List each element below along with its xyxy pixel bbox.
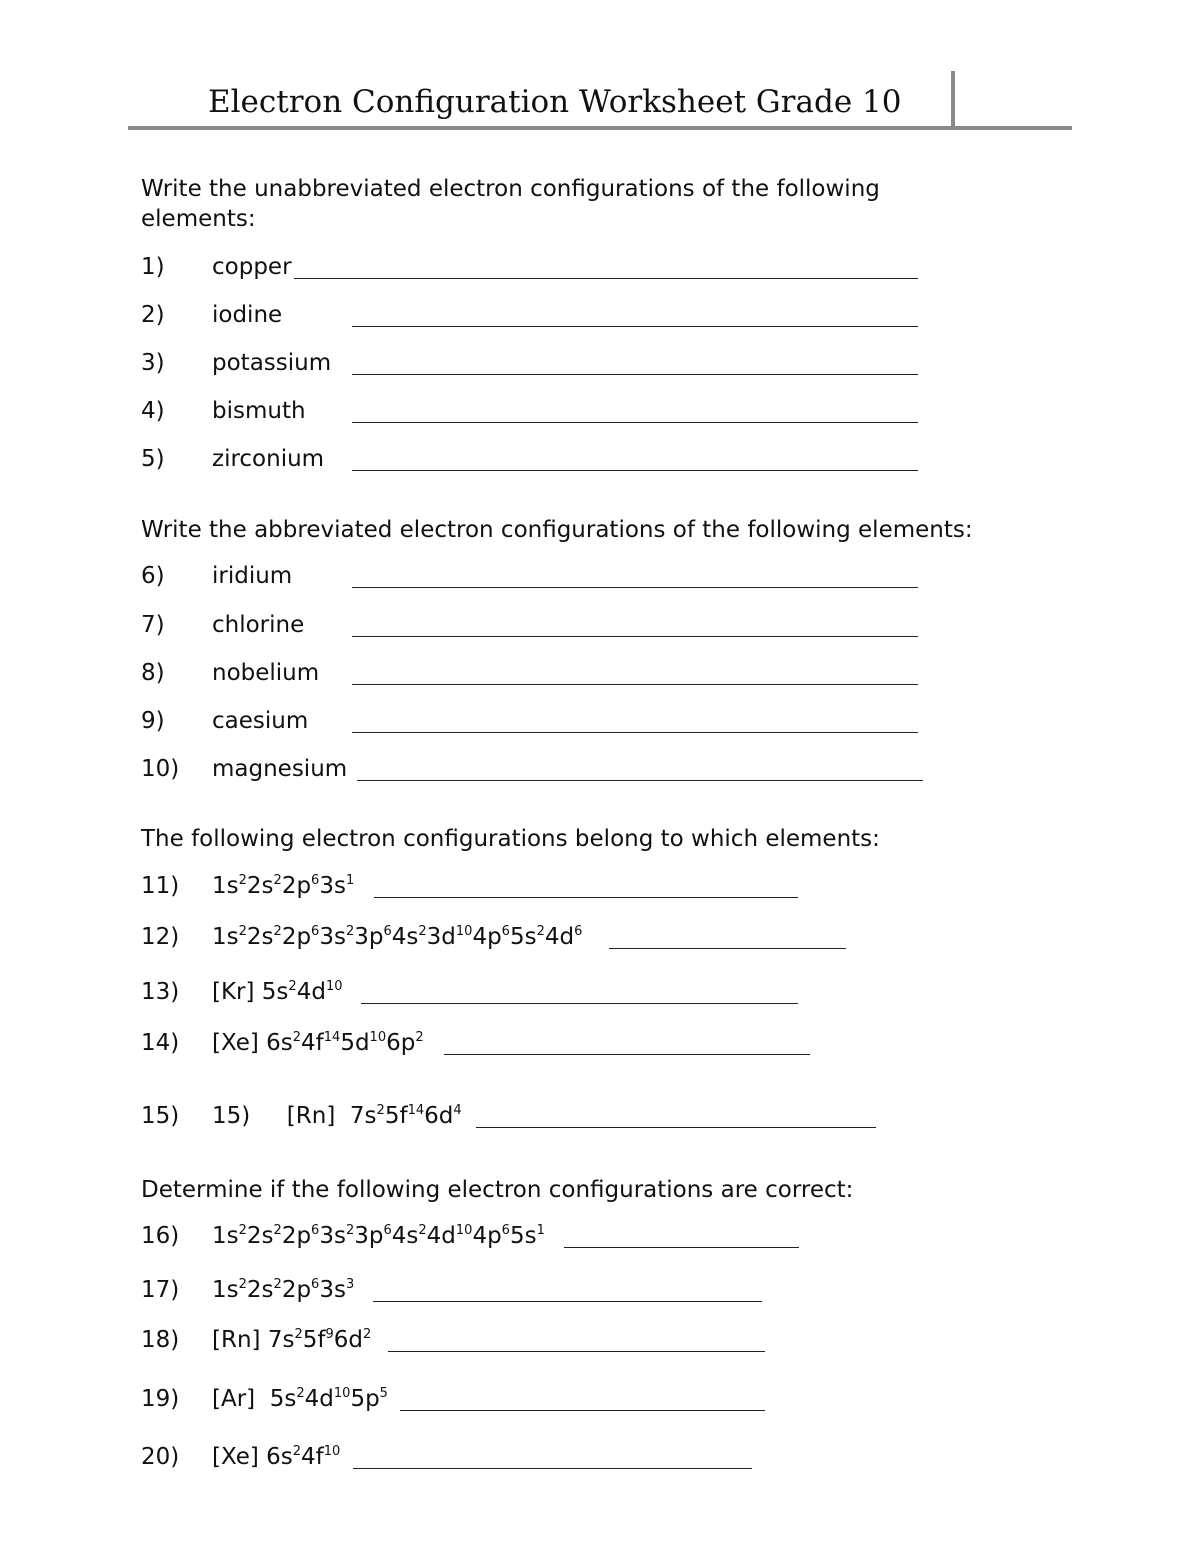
answer-line[interactable] <box>609 948 846 949</box>
orbital-electron-count: 2 <box>292 1444 302 1459</box>
orbital-term: 4d <box>426 1223 456 1249</box>
answer-line[interactable] <box>352 326 918 327</box>
orbital-term: 5p <box>350 1386 380 1412</box>
orbital-term: 5f <box>302 1327 326 1353</box>
electron-config <box>212 922 582 952</box>
answer-line[interactable] <box>353 1468 752 1469</box>
orbital-term: 3s <box>319 1277 346 1303</box>
question-number: 2) <box>141 302 165 328</box>
orbital-electron-count: 2 <box>294 1327 303 1342</box>
orbital-electron-count: 10 <box>333 1386 351 1401</box>
electron-config <box>212 871 354 901</box>
orbital-term: 2s <box>246 873 274 899</box>
answer-line[interactable] <box>352 422 918 423</box>
orbital-term: 15) [Rn] 7s <box>212 1103 377 1129</box>
orbital-electron-count: 10 <box>325 979 343 994</box>
orbital-electron-count: 2 <box>418 1223 427 1238</box>
orbital-term: 5d <box>340 1030 370 1056</box>
orbital-electron-count: 2 <box>273 1223 282 1238</box>
answer-line[interactable] <box>400 1410 765 1411</box>
question-number: 6) <box>141 563 165 589</box>
orbital-electron-count: 6 <box>574 924 583 939</box>
orbital-term: 5f <box>384 1103 408 1129</box>
answer-line[interactable] <box>294 278 918 279</box>
orbital-term: 2p <box>281 873 312 899</box>
orbital-term: 4f <box>301 1444 324 1470</box>
question-number: 18) <box>141 1327 180 1353</box>
orbital-electron-count: 2 <box>296 1386 305 1401</box>
orbital-electron-count: 6 <box>383 1223 392 1238</box>
header-vertical-rule <box>951 71 955 128</box>
orbital-term: 4d <box>544 924 575 950</box>
orbital-electron-count: 14 <box>407 1103 425 1118</box>
orbital-electron-count: 10 <box>455 1223 473 1238</box>
answer-line[interactable] <box>374 897 798 898</box>
element-label: nobelium <box>212 660 320 686</box>
orbital-term: 4d <box>296 979 326 1005</box>
element-label: zirconium <box>212 446 325 472</box>
element-label: magnesium <box>212 756 348 782</box>
orbital-electron-count: 10 <box>455 924 473 939</box>
orbital-electron-count: 6 <box>311 1277 320 1292</box>
electron-config <box>212 1384 388 1414</box>
answer-line[interactable] <box>352 732 918 733</box>
orbital-electron-count: 3 <box>345 1277 355 1292</box>
page-title: Electron Configuration Worksheet Grade 10 <box>208 84 902 120</box>
orbital-term: [Xe] 6s <box>212 1030 293 1056</box>
orbital-electron-count: 4 <box>453 1103 462 1118</box>
orbital-term: [Rn] 7s <box>212 1327 295 1353</box>
orbital-term: [Xe] 6s <box>212 1444 293 1470</box>
orbital-term: 6d <box>333 1327 363 1353</box>
answer-line[interactable] <box>476 1127 876 1128</box>
orbital-electron-count: 10 <box>323 1444 341 1459</box>
answer-line[interactable] <box>564 1247 799 1248</box>
orbital-term: 1s <box>212 873 239 899</box>
orbital-electron-count: 2 <box>345 1223 355 1238</box>
orbital-electron-count: 2 <box>288 979 297 994</box>
answer-line[interactable] <box>444 1054 810 1055</box>
question-number: 8) <box>141 660 165 686</box>
element-label: potassium <box>212 350 332 376</box>
question-number: 1) <box>141 254 165 280</box>
answer-line[interactable] <box>352 470 918 471</box>
orbital-electron-count: 10 <box>369 1030 387 1045</box>
section3-instruction: The following electron configurations belong to which elements: <box>141 826 880 852</box>
orbital-electron-count: 2 <box>238 1223 247 1238</box>
orbital-term: 4p <box>472 924 502 950</box>
answer-line[interactable] <box>352 684 918 685</box>
orbital-electron-count: 2 <box>273 1277 282 1292</box>
answer-line[interactable] <box>373 1301 762 1302</box>
header-rule <box>128 126 1072 130</box>
orbital-electron-count: 6 <box>383 924 392 939</box>
orbital-term: 2s <box>246 1223 274 1249</box>
orbital-electron-count: 6 <box>501 924 510 939</box>
orbital-electron-count: 6 <box>311 924 320 939</box>
question-number: 11) <box>141 873 180 899</box>
orbital-electron-count: 2 <box>238 873 247 888</box>
orbital-term: 4d <box>304 1386 334 1412</box>
orbital-electron-count: 2 <box>273 924 282 939</box>
orbital-term: 1s <box>212 1223 239 1249</box>
orbital-term: 1s <box>212 924 239 950</box>
orbital-term: 3s <box>319 924 346 950</box>
electron-config <box>212 1221 545 1251</box>
electron-config <box>212 1442 340 1472</box>
question-number: 10) <box>141 756 180 782</box>
question-number: 14) <box>141 1030 180 1056</box>
orbital-term: 4s <box>391 924 419 950</box>
electron-config <box>212 1325 371 1355</box>
electron-config <box>212 1275 354 1305</box>
question-number: 9) <box>141 708 165 734</box>
orbital-term: 2p <box>281 924 312 950</box>
orbital-term: 2p <box>281 1277 312 1303</box>
section1-instruction-cont: elements: <box>141 206 256 232</box>
orbital-electron-count: 1 <box>345 873 355 888</box>
orbital-electron-count: 6 <box>311 873 320 888</box>
question-number: 19) <box>141 1386 180 1412</box>
orbital-term: 3d <box>426 924 456 950</box>
element-label: caesium <box>212 708 309 734</box>
orbital-electron-count: 2 <box>362 1327 372 1342</box>
answer-line[interactable] <box>357 780 923 781</box>
orbital-electron-count: 2 <box>536 924 545 939</box>
orbital-electron-count: 5 <box>379 1386 388 1401</box>
orbital-electron-count: 2 <box>415 1030 424 1045</box>
answer-line[interactable] <box>361 1003 798 1004</box>
orbital-electron-count: 6 <box>501 1223 510 1238</box>
orbital-electron-count: 2 <box>238 924 247 939</box>
orbital-electron-count: 1 <box>536 1223 545 1238</box>
section2-instruction: Write the abbreviated electron configurations of the following elements: <box>141 517 973 543</box>
element-label: copper <box>212 254 292 280</box>
orbital-term: [Kr] 5s <box>212 979 289 1005</box>
question-number: 4) <box>141 398 165 424</box>
orbital-term: 5s <box>509 924 537 950</box>
electron-config <box>212 1101 462 1131</box>
question-number: 7) <box>141 612 165 638</box>
question-number: 17) <box>141 1277 180 1303</box>
question-number: 12) <box>141 924 180 950</box>
answer-line[interactable] <box>352 587 918 588</box>
orbital-term: 2p <box>281 1223 312 1249</box>
element-label: chlorine <box>212 612 305 638</box>
element-label: bismuth <box>212 398 306 424</box>
orbital-term: 5s <box>509 1223 537 1249</box>
orbital-term: [Ar] 5s <box>212 1386 297 1412</box>
orbital-electron-count: 2 <box>273 873 282 888</box>
question-number: 5) <box>141 446 165 472</box>
question-number: 3) <box>141 350 165 376</box>
orbital-term: 3s <box>319 1223 346 1249</box>
orbital-term: 1s <box>212 1277 239 1303</box>
answer-line[interactable] <box>352 374 918 375</box>
element-label: iridium <box>212 563 293 589</box>
question-number: 15) <box>141 1103 180 1129</box>
orbital-term: 3s <box>319 873 346 899</box>
question-number: 13) <box>141 979 180 1005</box>
section1-instruction: Write the unabbreviated electron configurations of the following <box>141 176 880 202</box>
orbital-term: 4p <box>472 1223 502 1249</box>
orbital-electron-count: 2 <box>345 924 355 939</box>
answer-line[interactable] <box>388 1351 765 1352</box>
section4-instruction: Determine if the following electron configurations are correct: <box>141 1177 854 1203</box>
orbital-term: 2s <box>246 924 274 950</box>
orbital-electron-count: 2 <box>238 1277 247 1292</box>
orbital-term: 2s <box>246 1277 274 1303</box>
orbital-term: 3p <box>354 924 384 950</box>
orbital-electron-count: 9 <box>325 1327 334 1342</box>
orbital-term: 4s <box>391 1223 419 1249</box>
electron-config <box>212 1028 424 1058</box>
orbital-term: 4f <box>301 1030 324 1056</box>
orbital-electron-count: 2 <box>376 1103 385 1118</box>
orbital-electron-count: 14 <box>323 1030 341 1045</box>
element-label: iodine <box>212 302 283 328</box>
orbital-term: 6d <box>424 1103 454 1129</box>
orbital-electron-count: 6 <box>311 1223 320 1238</box>
orbital-term: 3p <box>354 1223 384 1249</box>
orbital-term: 6p <box>386 1030 416 1056</box>
orbital-electron-count: 2 <box>418 924 427 939</box>
answer-line[interactable] <box>352 636 918 637</box>
electron-config <box>212 977 342 1007</box>
question-number: 20) <box>141 1444 180 1470</box>
question-number: 16) <box>141 1223 180 1249</box>
orbital-electron-count: 2 <box>292 1030 302 1045</box>
